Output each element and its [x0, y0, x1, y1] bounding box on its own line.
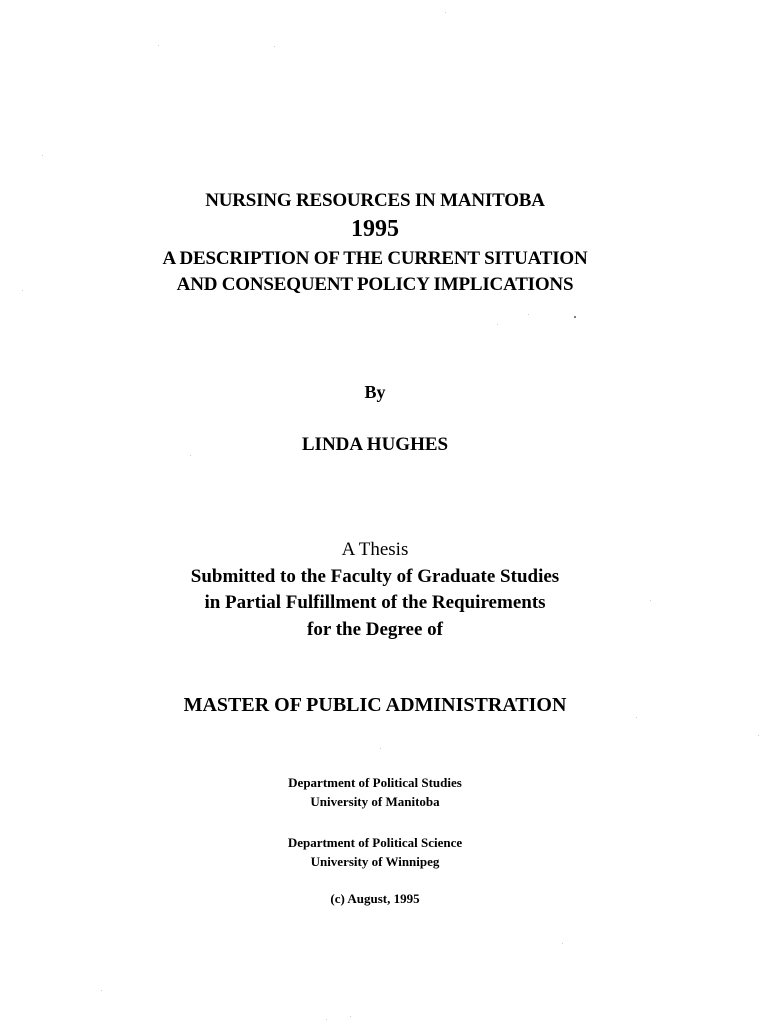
scan-speck: [190, 455, 191, 456]
scan-speck: [758, 735, 759, 736]
scan-speck: [497, 324, 498, 325]
thesis-label: A Thesis: [341, 539, 409, 560]
degree-name: MASTER OF PUBLIC ADMINISTRATION: [183, 694, 567, 716]
scan-speck: [22, 290, 23, 291]
thesis-line-4: for the Degree of: [307, 619, 443, 640]
scan-speck: [562, 943, 563, 944]
title-line-1: NURSING RESOURCES IN MANITOBA: [205, 190, 545, 211]
scan-speck: [101, 990, 102, 991]
copyright-date: (c) August, 1995: [330, 891, 420, 906]
title-line-4: AND CONSEQUENT POLICY IMPLICATIONS: [176, 274, 574, 295]
scan-speck: [274, 46, 275, 47]
scan-speck: [574, 316, 576, 318]
title-year: 1995: [351, 216, 399, 242]
scan-speck: [350, 1016, 351, 1017]
department-1-name: Department of Political Studies: [288, 775, 462, 790]
scan-speck: [650, 600, 651, 601]
thesis-line-2: Submitted to the Faculty of Graduate Studies: [190, 566, 560, 587]
thesis-line-3: in Partial Fulfillment of the Requirements: [204, 592, 546, 613]
department-2-name: Department of Political Science: [287, 835, 463, 850]
scan-speck: [42, 155, 43, 156]
scan-speck: [380, 748, 381, 749]
department-1-university: University of Manitoba: [310, 794, 440, 809]
title-line-3: A DESCRIPTION OF THE CURRENT SITUATION: [162, 248, 588, 269]
author-name: LINDA HUGHES: [301, 434, 449, 455]
scan-speck: [636, 717, 637, 718]
by-label: By: [364, 382, 386, 402]
scan-speck: [326, 1019, 327, 1020]
scan-speck: [445, 12, 446, 13]
scan-speck: [158, 45, 159, 46]
scan-speck: [528, 314, 529, 315]
department-2-university: University of Winnipeg: [310, 854, 440, 869]
